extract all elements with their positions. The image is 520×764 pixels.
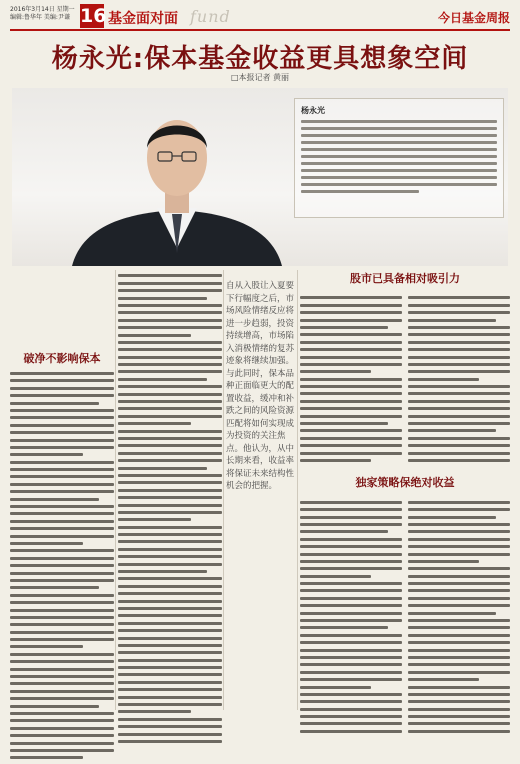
article-byline: □本报记者 黄丽 xyxy=(230,73,290,82)
issue-date-block xyxy=(10,6,90,22)
column-1 xyxy=(10,270,114,764)
body-text xyxy=(408,292,510,466)
section-title: 基金面对面 xyxy=(108,11,178,27)
body-text xyxy=(118,274,222,743)
bio-text xyxy=(301,120,497,193)
column-3-pullquote xyxy=(226,270,296,493)
page-number: 16 xyxy=(80,5,107,27)
portrait-figure xyxy=(62,88,292,266)
column-2 xyxy=(118,270,222,747)
body-text xyxy=(300,292,402,466)
two-col-text xyxy=(300,292,510,466)
subhead-strategy: 独家策略保绝对收益 xyxy=(355,476,455,490)
issue-date: 2016年3月14日 星期一 xyxy=(10,6,75,13)
pull-quote: 自从入股让入夏要下行幅度之后，市场风险情绪反应将进一步趋弱，投资持续增高，市场陷入消极情绪的复苏迹象将继续加强。与此同时，保本品种正面临更大的配置收益，缓冲和补跌之间的风险资源匹配将如何实现成为投资的关注焦点。他认为，从中长期来看，收益率将保证未来结构性机会的把握。 xyxy=(226,281,295,491)
paper-name: 今日基金周报 xyxy=(437,11,510,25)
body-text xyxy=(10,372,114,759)
article-headline: 杨永光:保本基金收益更具想象空间 xyxy=(51,44,469,74)
column-divider xyxy=(297,270,298,710)
subhead-market: 股市已具备相对吸引力 xyxy=(350,272,460,285)
column-divider xyxy=(223,270,224,710)
body-text xyxy=(408,496,510,737)
two-col-text xyxy=(300,496,510,737)
portrait-photo xyxy=(12,88,508,266)
subhead-not-impact: 破净不影响保本 xyxy=(23,352,101,365)
header-rule xyxy=(10,29,510,31)
bio-box xyxy=(294,98,504,218)
editor-credits: 编辑:鲁华年 美编:尹谦 xyxy=(10,14,70,21)
bio-name: 杨永光 xyxy=(301,106,325,115)
page-header xyxy=(10,4,510,32)
section-watermark: fund xyxy=(190,7,231,26)
column-divider xyxy=(115,270,116,710)
column-4 xyxy=(300,270,510,737)
body-text xyxy=(300,496,402,737)
